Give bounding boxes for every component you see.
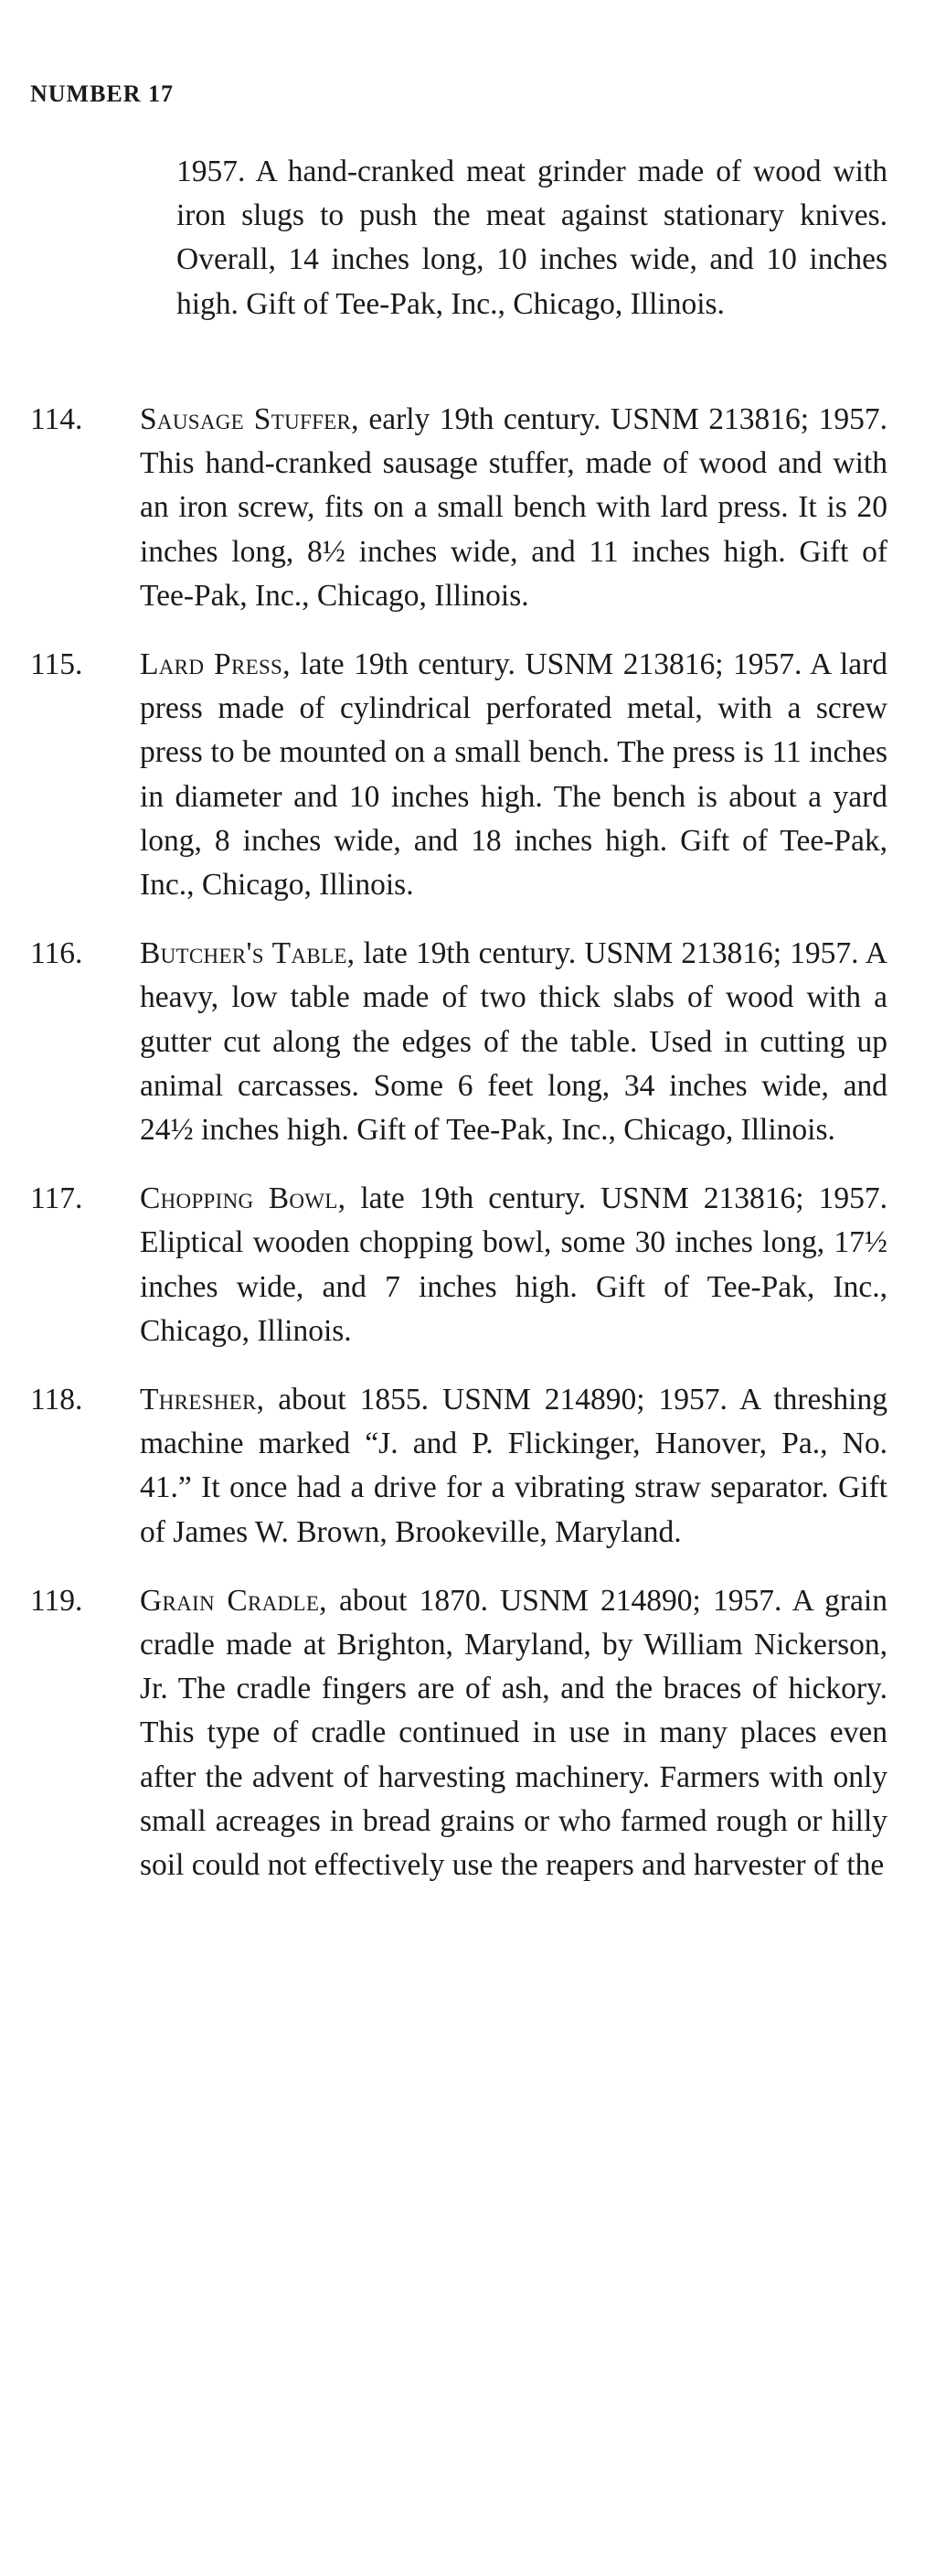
catalog-entry-117 [30, 1177, 887, 1353]
entry-title: Sausage Stuffer, [140, 402, 359, 436]
entry-body [140, 643, 887, 907]
entry-body [140, 932, 887, 1152]
catalog-entry-115 [30, 643, 887, 907]
entry-text: late 19th century. USNM 213816; 1957. A lard press made of cylindrical perforated metal, with a screw press to be mounted on a small bench. The press is 11 inches in diameter and 10 inches high. The bench is about a yard long, 8 inches wide, and 18 inches high. Gift of Tee-Pak, Inc., Chicago, Illinois. [140, 647, 887, 903]
catalog-entry-116 [30, 932, 887, 1152]
entry-body [140, 1177, 887, 1353]
entry-text: late 19th century. USNM 213816; 1957. Eliptical wooden chopping bowl, some 30 inches long, 17½ inches wide, and 7 inches high. Gift of Tee-Pak, Inc., Chicago, Illinois. [140, 1181, 887, 1348]
catalog-entry-119 [30, 1579, 887, 1887]
running-head: NUMBER 17 [30, 80, 175, 107]
entry-body [140, 398, 887, 618]
entry-title: Chopping Bowl, [140, 1181, 346, 1216]
entry-number: 118. [30, 1383, 83, 1417]
entry-number: 115. [30, 647, 83, 682]
entry-title: Grain Cradle, [140, 1583, 327, 1618]
entry-number: 117. [30, 1181, 83, 1216]
entry-text: late 19th century. USNM 213816; 1957. A heavy, low table made of two thick slabs of wood with a gutter cut along the edges of the table. Used in cutting up animal carcasses. Some 6 feet long, 34 inches wide, and 24½ inches high. Gift of Tee-Pak, Inc., Chicago, Illinois. [140, 936, 887, 1148]
catalog-entry-114 [30, 398, 887, 618]
entry-text: about 1870. USNM 214890; 1957. A grain cradle made at Brighton, Maryland, by William Nickerson, Jr. The cradle fingers are of ash, and the braces of hickory. This type of cradle continued in use in many places even after the advent of harvesting machinery. Farmers with only small acreages in bread grains or who farmed rough or hilly soil could not effectively use the reapers and harvester of the [140, 1583, 887, 1883]
entry-title: Butcher's Table, [140, 936, 356, 971]
entry-number: 119. [30, 1583, 83, 1618]
continued-entry-text: 1957. A hand-cranked meat grinder made of wood with iron slugs to push the meat against stationary knives. Overall, 14 inches long, 10 inches wide, and 10 inches high. Gift of Tee-Pak, Inc., Chicago, Illinois. [176, 155, 887, 321]
entry-text: early 19th century. USNM 213816; 1957. This hand-cranked sausage stuffer, made of wood and with an iron screw, fits on a small bench with lard press. It is 20 inches long, 8½ inches wide, and 11 inches high. Gift of Tee-Pak, Inc., Chicago, Illinois. [140, 402, 887, 613]
entry-number: 116. [30, 936, 83, 971]
entry-title: Lard Press, [140, 647, 291, 682]
entry-text: about 1855. USNM 214890; 1957. A threshing machine marked “J. and P. Flickinger, Hanover, Pa., No. 41.” It once had a drive for a vibrating straw separator. Gift of James W. Brown, Brookeville, Maryland. [140, 1383, 887, 1549]
entry-body [140, 1378, 887, 1555]
catalog-entry-118 [30, 1378, 887, 1555]
entry-title: Thresher, [140, 1383, 265, 1417]
catalog-entries [30, 398, 887, 1912]
entry-number: 114. [30, 402, 83, 436]
entry-body [140, 1579, 887, 1887]
